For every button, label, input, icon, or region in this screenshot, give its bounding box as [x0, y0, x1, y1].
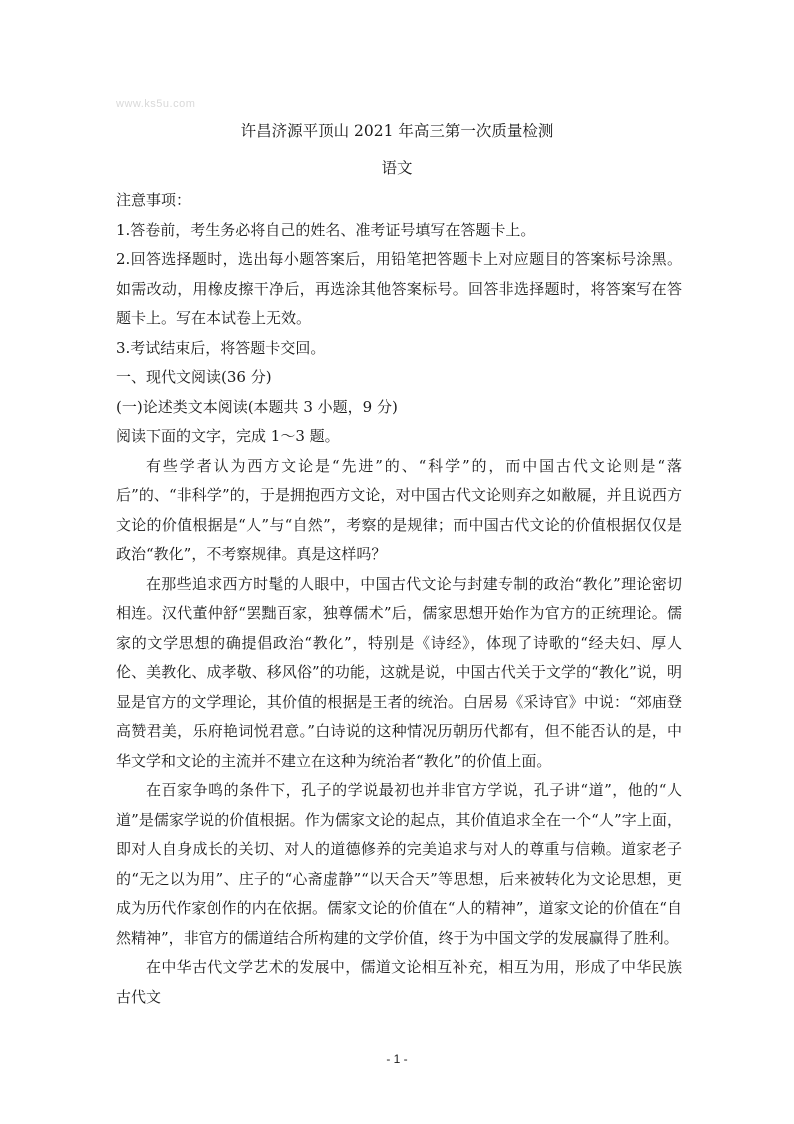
notice-heading: 注意事项：	[116, 191, 192, 209]
exam-subject: 语文	[381, 159, 413, 177]
reading-instruction: 阅读下面的文字，完成 1～3 题。	[116, 427, 340, 445]
watermark: www.ks5u.com	[116, 98, 196, 110]
passage-paragraph-4: 在中华古代文学艺术的发展中，儒道文论相互补充，相互为用，形成了中华民族古代文	[116, 958, 682, 1006]
notice-item-3: 3.考试结束后，将答题卡交回。	[116, 338, 326, 357]
section-heading: 一、现代文阅读(36 分)	[116, 368, 272, 386]
page-content	[116, 186, 682, 1012]
page-number: - 1 -	[386, 1052, 408, 1066]
passage-paragraph-3: 在百家争鸣的条件下，孔子的学说最初也并非官方学说，孔子讲“道”，他的“人道”是儒家学说的价值根据。作为儒家文论的起点，其价值追求全在一个“人”字上面，即对人自身成长的关切、对人的道德修养的完美追求与对人的尊重与信赖。道家老子的“无之以为用”、庄子的“心斋虚静”“以天合天”等思想，后来被转化为文论思想，更成为历代作家创作的内在依据。儒家文论的价值在“人的精神”，道家文论的价值在“自然精神”，非官方的儒道结合所构建的文学价值，终于为中国文学的发展赢得了胜利。	[116, 781, 682, 947]
passage-paragraph-1: 有些学者认为西方文论是“先进”的、“科学”的，而中国古代文论则是“落后”的、“非科学”的，于是拥抱西方文论，对中国古代文论则弃之如敝屣，并且说西方文论的价值根据是“人”与“自然”，考察的是规律；而中国古代文论的价值根据仅仅是政治“教化”，不考察规律。真是这样吗？	[116, 456, 682, 563]
section-subheading: (一)论述类文本阅读(本题共 3 小题，9 分)	[116, 397, 398, 416]
exam-title: 许昌济源平顶山 2021 年高三第一次质量检测	[240, 122, 554, 140]
notice-item-2: 2.回答选择题时，选出每小题答案后，用铅笔把答题卡上对应题目的答案标号涂黑。如需改动，用橡皮擦干净后，再选涂其他答案标号。回答非选择题时，将答案写在答题卡上。写在本试卷上无效。	[116, 250, 682, 327]
notice-item-1: 1.答卷前，考生务必将自己的姓名、准考证号填写在答题卡上。	[116, 220, 536, 239]
passage-paragraph-2: 在那些追求西方时髦的人眼中，中国古代文论与封建专制的政治“教化”理论密切相连。汉代董仲舒“罢黜百家，独尊儒术”后，儒家思想开始作为官方的正统理论。儒家的文学思想的确提倡政治“教化”，特别是《诗经》，体现了诗歌的“经夫妇、厚人伦、美教化、成孝敬、移风俗”的功能，这就是说，中国古代关于文学的“教化”说，明显是官方的文学理论，其价值的根据是王者的统治。白居易《采诗官》中说：“郊庙登高赞君美，乐府艳词悦君意。”白诗说的这种情况历朝历代都有，但不能否认的是，中华文学和文论的主流并不建立在这种为统治者“教化”的价值上面。	[116, 574, 682, 770]
